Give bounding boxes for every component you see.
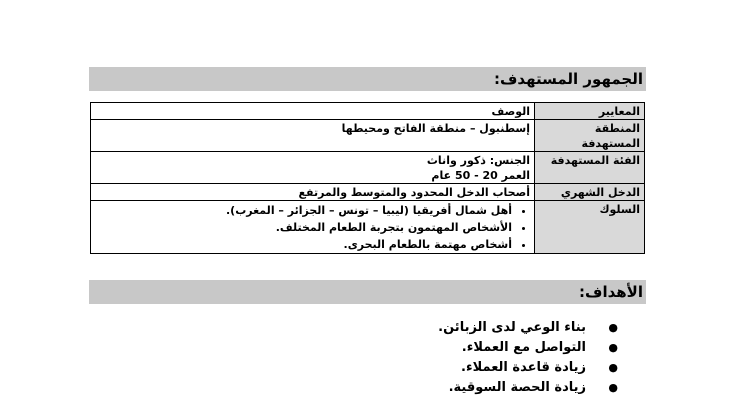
list-item xyxy=(438,358,618,378)
table-row-behavior xyxy=(91,201,645,254)
table-header-row xyxy=(91,103,645,120)
income-value: أصحاب الدخل المحدود والمتوسط والمرتفع xyxy=(91,184,535,201)
list-item: • أشخاص مهتمة بالطعام البحرى. xyxy=(95,236,512,253)
criteria-header: المعايير xyxy=(535,103,645,120)
behavior-value xyxy=(91,201,535,254)
table-row-income xyxy=(91,184,645,201)
goal-text: زيادة قاعدة العملاء. xyxy=(461,360,586,375)
list-item xyxy=(438,338,618,358)
bullet-icon: ● xyxy=(608,321,618,334)
category-key: الفئة المستهدفة xyxy=(535,152,645,184)
category-value xyxy=(91,152,535,184)
table-row-region xyxy=(91,120,645,152)
list-item xyxy=(438,318,618,338)
goal-text: زيادة الحصة السوقية. xyxy=(448,380,586,395)
behavior-key: السلوك xyxy=(535,201,645,254)
goal-text: التواصل مع العملاء. xyxy=(461,340,586,355)
goals-section-title: الأهداف: xyxy=(89,280,646,304)
table-row-category xyxy=(91,152,645,184)
goals-list xyxy=(438,318,618,398)
gender-line: الجنس: ذكور واناث xyxy=(426,154,530,167)
list-item: • أهل شمال أفريقيا (ليبيا – تونس – الجزائر – المغرب). xyxy=(95,202,512,219)
bullet-icon: ● xyxy=(608,361,618,374)
goal-text: بناء الوعي لدى الزبائن. xyxy=(438,320,586,335)
description-header: الوصف xyxy=(91,103,535,120)
list-item: • الأشخاص المهتمون بتجربة الطعام المختلف. xyxy=(95,219,512,236)
region-value: إسطنبول – منطقة الفاتح ومحيطها xyxy=(91,120,535,152)
audience-section-title: الجمهور المستهدف: xyxy=(89,67,646,91)
list-item xyxy=(438,378,618,398)
income-key: الدخل الشهري xyxy=(535,184,645,201)
age-line: العمر 20 - 50 عام xyxy=(431,169,530,182)
audience-criteria-table xyxy=(90,102,645,254)
region-key: المنطقة المستهدفة xyxy=(535,120,645,152)
bullet-icon: ● xyxy=(608,381,618,394)
bullet-icon: ● xyxy=(608,341,618,354)
behavior-list xyxy=(95,202,530,253)
